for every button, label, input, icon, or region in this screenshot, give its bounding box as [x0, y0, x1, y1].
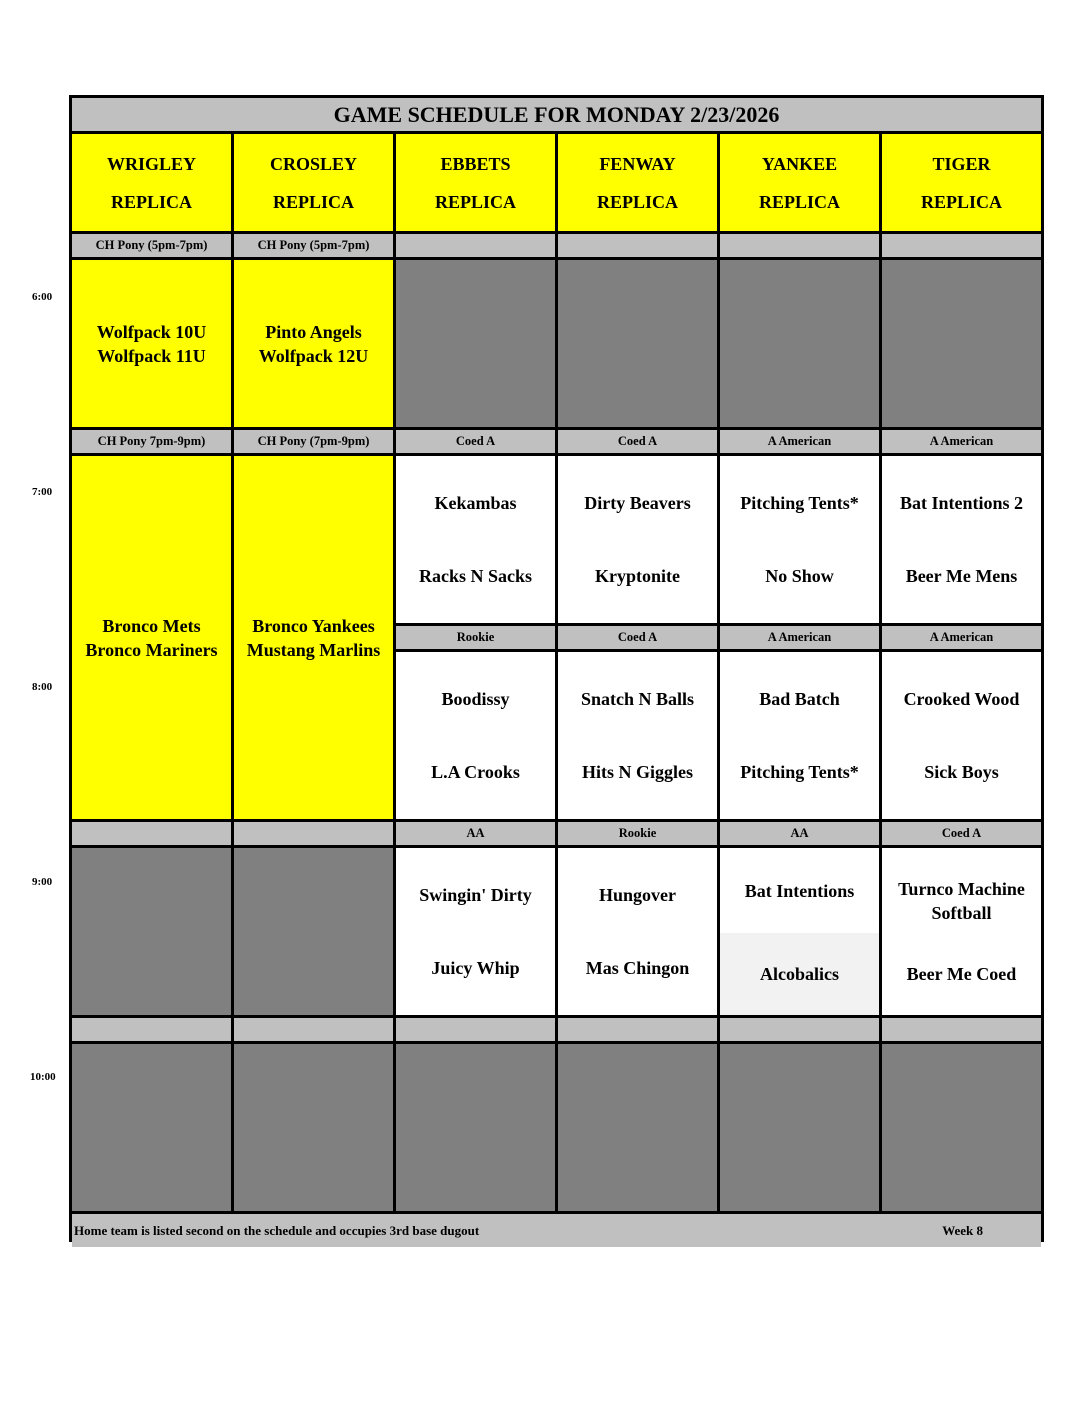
- team-home: Sick Boys: [924, 762, 999, 783]
- field-name: CROSLEY: [269, 153, 358, 174]
- game-ebbets-8pm: [396, 652, 555, 819]
- game-wrigley-6pm: [72, 260, 231, 427]
- footer: [72, 1214, 1041, 1247]
- field-sub: REPLICA: [920, 191, 1002, 212]
- team-home: Bronco Mariners: [85, 639, 218, 660]
- game-tiger-9pm: [882, 848, 1041, 1015]
- team-home: Pitching Tents*: [740, 762, 859, 783]
- footer-note: Home team is listed second on the schedule and occupies 3rd base dugout: [74, 1222, 480, 1238]
- division-label: Rookie: [396, 626, 555, 649]
- division-label: CH Pony (7pm-9pm): [234, 430, 393, 453]
- field-header-crosley: [234, 134, 393, 231]
- team-home: Beer Me Coed: [906, 964, 1017, 985]
- division-label-empty: [882, 1018, 1041, 1041]
- team-home: Juicy Whip: [431, 958, 520, 979]
- team-home: Mustang Marlins: [246, 639, 381, 660]
- division-label: Rookie: [558, 822, 717, 845]
- closed-slot: [720, 1044, 879, 1211]
- field-sub: REPLICA: [110, 191, 192, 212]
- field-name: TIGER: [932, 153, 991, 174]
- field-name: FENWAY: [599, 153, 676, 174]
- team-away: Wolfpack 10U: [96, 321, 207, 342]
- team-away: Bronco Yankees: [252, 615, 375, 636]
- division-label: CH Pony (5pm-7pm): [234, 234, 393, 257]
- division-label-empty: [558, 1018, 717, 1041]
- division-label: Coed A: [558, 626, 717, 649]
- game-fenway-7pm: [558, 456, 717, 623]
- field-sub: REPLICA: [596, 191, 678, 212]
- division-label: AA: [396, 822, 555, 845]
- team-away: Kekambas: [434, 492, 517, 513]
- field-header-ebbets: [396, 134, 555, 231]
- closed-slot: [720, 260, 879, 427]
- division-label-empty: [234, 1018, 393, 1041]
- time-label-10pm: 10:00: [30, 1071, 56, 1083]
- team-home: No Show: [765, 566, 834, 587]
- closed-slot: [558, 1044, 717, 1211]
- team-home-wrap: [720, 933, 879, 1015]
- game-yankee-7pm: [720, 456, 879, 623]
- closed-slot: [558, 260, 717, 427]
- division-label-empty: [882, 234, 1041, 257]
- team-away-wrap: [898, 877, 1025, 925]
- division-label: A American: [720, 430, 879, 453]
- time-label-7pm: 7:00: [32, 486, 53, 498]
- closed-slot: [882, 1044, 1041, 1211]
- game-crosley-7pm: [234, 456, 393, 819]
- field-sub: REPLICA: [272, 191, 354, 212]
- team-home: Wolfpack 12U: [258, 345, 369, 366]
- schedule-grid: [69, 95, 1044, 1242]
- closed-slot: [72, 848, 231, 1015]
- division-label: CH Pony (5pm-7pm): [72, 234, 231, 257]
- game-ebbets-9pm: [396, 848, 555, 1015]
- division-label-empty: [558, 234, 717, 257]
- team-away: Bat Intentions 2: [899, 492, 1024, 513]
- time-label-6pm: 6:00: [32, 291, 53, 303]
- closed-slot: [396, 1044, 555, 1211]
- game-ebbets-7pm: [396, 456, 555, 623]
- team-away: Hungover: [598, 884, 676, 905]
- week-label: Week 8: [942, 1222, 983, 1238]
- team-away-line2: Softball: [931, 902, 992, 923]
- team-away: Pitching Tents*: [740, 492, 859, 513]
- field-header-yankee: [720, 134, 879, 231]
- team-home: Beer Me Mens: [905, 566, 1018, 587]
- game-wrigley-7pm: [72, 456, 231, 819]
- division-label-empty: [234, 822, 393, 845]
- team-away: Pinto Angels: [265, 321, 362, 342]
- division-label: A American: [882, 626, 1041, 649]
- field-name: WRIGLEY: [106, 153, 196, 174]
- game-tiger-8pm: [882, 652, 1041, 819]
- field-sub: REPLICA: [434, 191, 516, 212]
- team-away: Bad Batch: [759, 688, 840, 709]
- team-away: Bronco Mets: [102, 615, 201, 636]
- team-away: Swingin' Dirty: [419, 884, 532, 905]
- time-label-9pm: 9:00: [32, 876, 53, 888]
- closed-slot: [234, 848, 393, 1015]
- team-home: Mas Chingon: [585, 958, 690, 979]
- team-home: Racks N Sacks: [418, 566, 533, 587]
- team-away: Snatch N Balls: [580, 688, 695, 709]
- division-label: Coed A: [396, 430, 555, 453]
- division-label-empty: [72, 1018, 231, 1041]
- page-title: GAME SCHEDULE FOR MONDAY 2/23/2026: [72, 98, 1041, 131]
- division-label-empty: [72, 822, 231, 845]
- team-away: Crooked Wood: [903, 688, 1020, 709]
- game-crosley-6pm: [234, 260, 393, 427]
- game-yankee-9pm: [720, 848, 879, 1015]
- team-home: Kryptonite: [595, 566, 680, 587]
- team-home: Hits N Giggles: [582, 762, 693, 783]
- closed-slot: [882, 260, 1041, 427]
- team-home: Wolfpack 11U: [97, 345, 206, 366]
- field-header-wrigley: [72, 134, 231, 231]
- division-label-empty: [396, 234, 555, 257]
- division-label-empty: [396, 1018, 555, 1041]
- division-label: Coed A: [558, 430, 717, 453]
- division-label-empty: [720, 234, 879, 257]
- game-fenway-9pm: [558, 848, 717, 1015]
- game-tiger-7pm: [882, 456, 1041, 623]
- field-header-tiger: [882, 134, 1041, 231]
- team-away-wrap: [745, 848, 855, 933]
- field-header-fenway: [558, 134, 717, 231]
- closed-slot: [396, 260, 555, 427]
- closed-slot: [72, 1044, 231, 1211]
- team-home: Alcobalics: [760, 964, 839, 984]
- team-away-line1: Turnco Machine: [898, 878, 1025, 899]
- division-label: Coed A: [882, 822, 1041, 845]
- game-yankee-8pm: [720, 652, 879, 819]
- division-label: CH Pony 7pm-9pm): [72, 430, 231, 453]
- team-away: Dirty Beavers: [584, 492, 691, 513]
- division-label: A American: [720, 626, 879, 649]
- division-label-empty: [720, 1018, 879, 1041]
- division-label: AA: [720, 822, 879, 845]
- field-name: EBBETS: [440, 153, 511, 174]
- closed-slot: [234, 1044, 393, 1211]
- game-fenway-8pm: [558, 652, 717, 819]
- team-home: L.A Crooks: [431, 762, 520, 783]
- team-away: Boodissy: [441, 688, 510, 709]
- time-label-8pm: 8:00: [32, 681, 53, 693]
- division-label: A American: [882, 430, 1041, 453]
- field-sub: REPLICA: [758, 191, 840, 212]
- team-away: Bat Intentions: [744, 880, 855, 901]
- field-name: YANKEE: [761, 153, 838, 174]
